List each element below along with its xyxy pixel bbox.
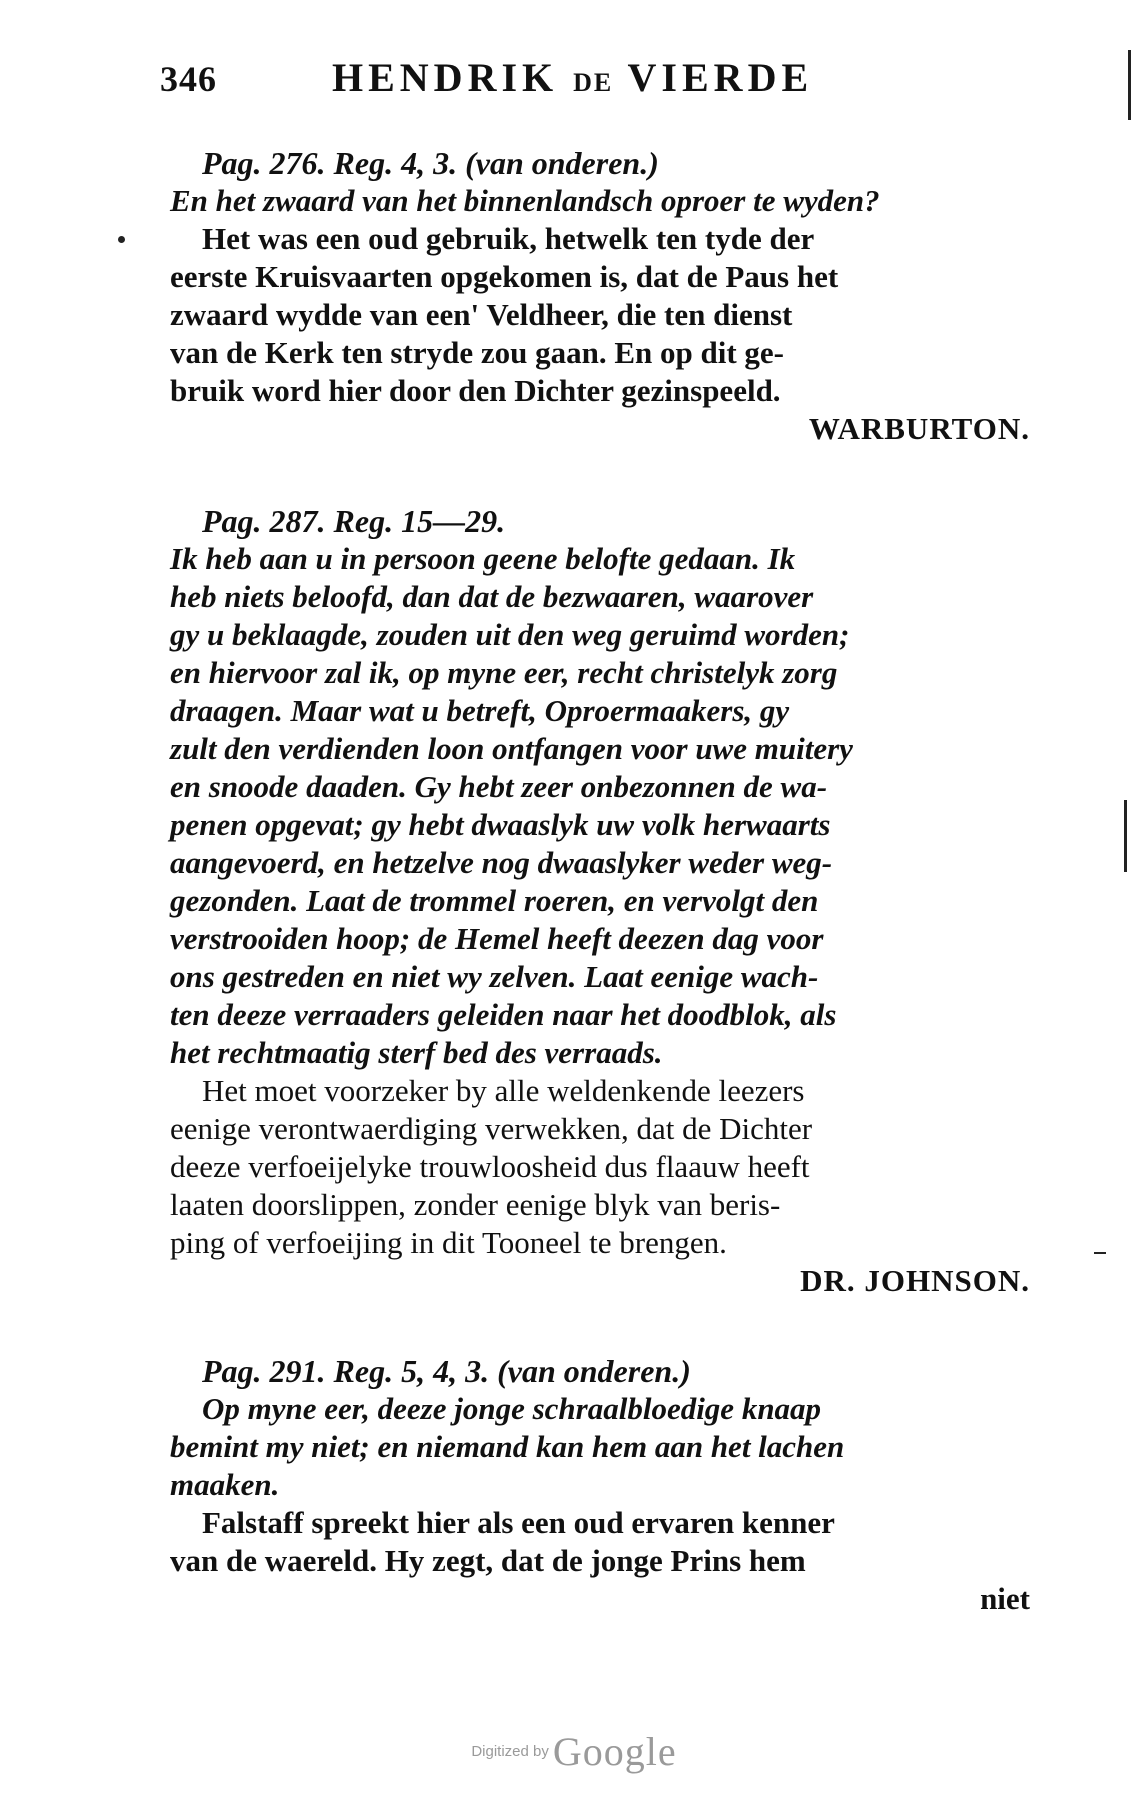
comment-line: deeze verfoeijelyke trouwloosheid dus flaauw heeft xyxy=(170,1149,810,1184)
quote-line: maaken. xyxy=(170,1467,280,1502)
quote-line: aangevoerd, en hetzelve nog dwaaslyker weder weg- xyxy=(170,845,833,880)
quote-line: en snoode daaden. Gy hebt zeer onbezonnen de wa- xyxy=(170,769,828,804)
comment-line: van de waereld. Hy zegt, dat de jonge Prins hem xyxy=(170,1543,806,1578)
note-reference: Pag. 287. Reg. 15—29. xyxy=(202,503,506,539)
note-reference: Pag. 291. Reg. 5, 4, 3. (van onderen.) xyxy=(202,1353,691,1389)
quote-line: bemint my niet; en niemand kan hem aan het lachen xyxy=(170,1429,845,1464)
comment-line: zwaard wydde van een' Veldheer, die ten dienst xyxy=(170,297,793,332)
comment-line: eenige verontwaerdiging verwekken, dat de Dichter xyxy=(170,1111,813,1146)
quote-line: ons gestreden en niet wy zelven. Laat eenige wach- xyxy=(170,959,819,994)
note-author: DR. JOHNSON. xyxy=(800,1263,1030,1298)
note-section xyxy=(170,502,1030,1300)
quote-line: gezonden. Laat de trommel roeren, en vervolgt den xyxy=(170,883,819,918)
quote-line: zult den verdienden loon ontfangen voor uwe muitery xyxy=(170,731,853,766)
running-title-word: DE xyxy=(573,68,614,97)
quote-line: verstrooiden hoop; de Hemel heeft deezen dag voor xyxy=(170,921,824,956)
comment-line: laaten doorslippen, zonder eenige blyk van beris- xyxy=(170,1187,781,1222)
note-section xyxy=(170,144,1030,448)
comment-line: ping of verfoeijing in dit Tooneel te brengen. xyxy=(170,1225,727,1260)
note-reference: Pag. 276. Reg. 4, 3. (van onderen.) xyxy=(202,145,659,181)
quote-line: ten deeze verraaders geleiden naar het doodblok, als xyxy=(170,997,837,1032)
running-head xyxy=(160,48,880,104)
comment-line: van de Kerk ten stryde zou gaan. En op dit ge- xyxy=(170,335,784,370)
google-logo: Google xyxy=(552,1729,677,1774)
quote-line: Op myne eer, deeze jonge schraalbloedige knaap xyxy=(202,1391,822,1426)
quote-line: Ik heb aan u in persoon geene belofte gedaan. Ik xyxy=(170,541,796,576)
catchword: niet xyxy=(980,1581,1030,1616)
quote-line: penen opgevat; gy hebt dwaaslyk uw volk herwaarts xyxy=(170,807,831,842)
comment-line: eerste Kruisvaarten opgekomen is, dat de Paus het xyxy=(170,259,839,294)
running-title xyxy=(332,54,813,101)
quote-line: En het zwaard van het binnenlandsch oproer te wyden? xyxy=(170,183,880,218)
digitization-watermark xyxy=(0,1728,1148,1775)
comment-line: bruik word hier door den Dichter gezinspeeld. xyxy=(170,373,781,408)
digitized-by-label: Digitized by xyxy=(471,1743,549,1760)
running-title-word: HENDRIK xyxy=(332,55,559,100)
quote-line: en hiervoor zal ik, op myne eer, recht christelyk zorg xyxy=(170,655,838,690)
quote-line: gy u beklaagde, zouden uit den weg geruimd worden; xyxy=(170,617,850,652)
running-title-word: VIERDE xyxy=(627,55,814,100)
quote-line: het rechtmaatig sterf bed des verraads. xyxy=(170,1035,663,1070)
quote-line: draagen. Maar wat u betreft, Oproermaakers, gy xyxy=(170,693,790,728)
margin-mark xyxy=(118,236,125,243)
quote-line: heb niets beloofd, dan dat de bezwaaren, waarover xyxy=(170,579,814,614)
comment-line: Het moet voorzeker by alle weldenkende leezers xyxy=(202,1073,805,1108)
comment-line: Falstaff spreekt hier als een oud ervaren kenner xyxy=(202,1505,835,1540)
comment-line: Het was een oud gebruik, hetwelk ten tyde der xyxy=(202,221,815,256)
margin-mark xyxy=(1128,50,1131,120)
margin-mark xyxy=(1124,800,1127,872)
page-number: 346 xyxy=(160,59,217,99)
note-author: WARBURTON. xyxy=(808,411,1030,446)
margin-mark xyxy=(1094,1252,1106,1254)
note-section xyxy=(170,1352,1030,1618)
